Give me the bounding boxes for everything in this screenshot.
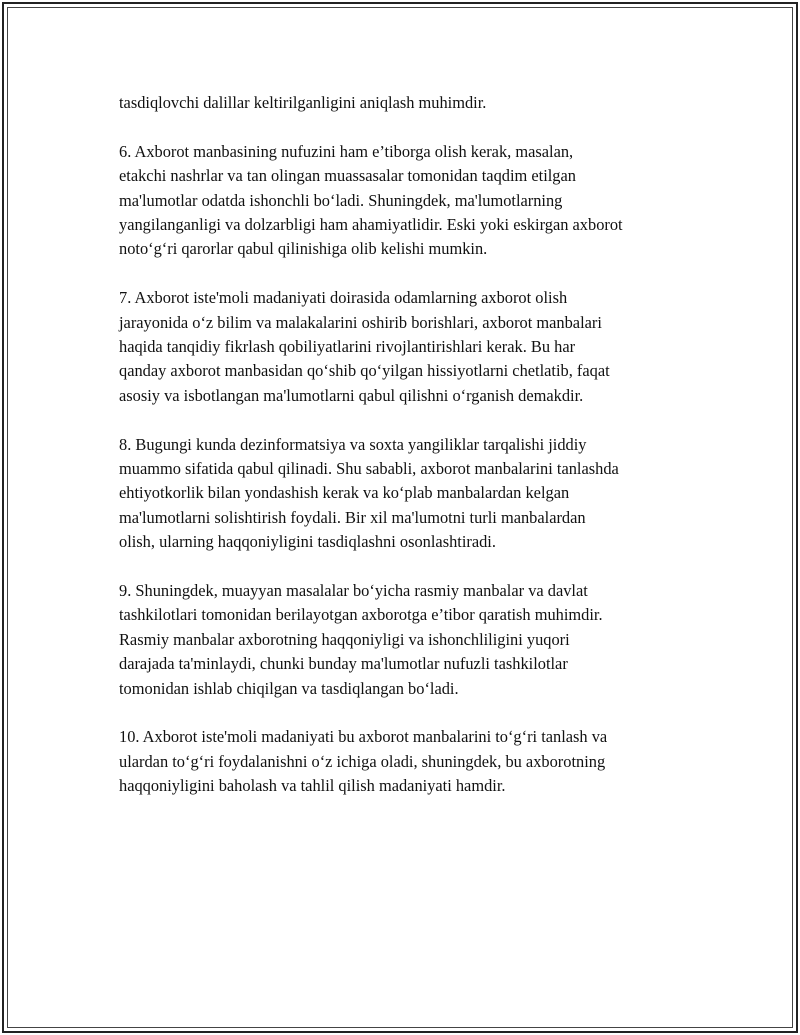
paragraph-item-10: 10. Axborot iste'moli madaniyati bu axborot manbalarini to‘g‘ri tanlash va ulardan to‘g‘ri foydalanishni o‘z ichiga oladi, shuningdek, bu axborotning haqqoniyligini baholash va tahlil qilish madaniyati hamdir. bbox=[119, 727, 608, 796]
paragraph-item-7: 7. Axborot iste'moli madaniyati doirasida odamlarning axborot olish jarayonida o‘z bilim va malakalarini oshirib borishlari, axborot manbalari haqida tanqidiy fikrlash qobiliyatlarini rivojlantirishlari kerak. Bu har qanday axborot manbasidan qo‘shib qo‘yilgan hissiyotlarni chetlatib, faqat asosiy va isbotlangan ma'lumotlarni qabul qilishni o‘rganish demakdir. bbox=[119, 288, 610, 405]
paragraph-continuation: tasdiqlovchi dalillar keltirilganligini aniqlash muhimdir. bbox=[119, 93, 487, 112]
paragraph-item-8: 8. Bugungi kunda dezinformatsiya va soxta yangiliklar tarqalishi jiddiy muammo sifatida qabul qilinadi. Shu sababli, axborot manbalarini tanlashda ehtiyotkorlik bilan yondashish kerak va ko‘plab manbalardan kelgan ma'lumotlarni solishtirish foydali. Bir xil ma'lumotni turli manbalardan olish, ularning haqqoniyligini tasdiqlashni osonlashtiradi. bbox=[119, 434, 619, 552]
paragraph-item-6: 6. Axborot manbasining nufuzini ham e’tiborga olish kerak, masalan, etakchi nashrlar va tan olingan muassasalar tomonidan taqdim etilgan ma'lumotlar odatda ishonchli bo‘ladi. Shuningdek, ma'lumotlarning yangilanganligi va dolzarbligi ham ahamiyatlidir. Eski yoki eskirgan axborot noto‘g‘ri qarorlar qabul qilinishiga olib kelishi mumkin. bbox=[119, 141, 623, 259]
paragraph-item-9: 9. Shuningdek, muayyan masalalar bo‘yicha rasmiy manbalar va davlat tashkilotlari tomonidan berilayotgan axborotga e’tibor qaratish muhimdir. Rasmiy manbalar axborotning haqqoniyligi va ishonchliligini yuqori darajada ta'minlaydi, chunki bunday ma'lumotlar nufuzli tashkilotlar tomonidan ishlab chiqilgan va tasdiqlangan bo‘ladi. bbox=[119, 581, 603, 698]
document-body bbox=[119, 91, 699, 799]
